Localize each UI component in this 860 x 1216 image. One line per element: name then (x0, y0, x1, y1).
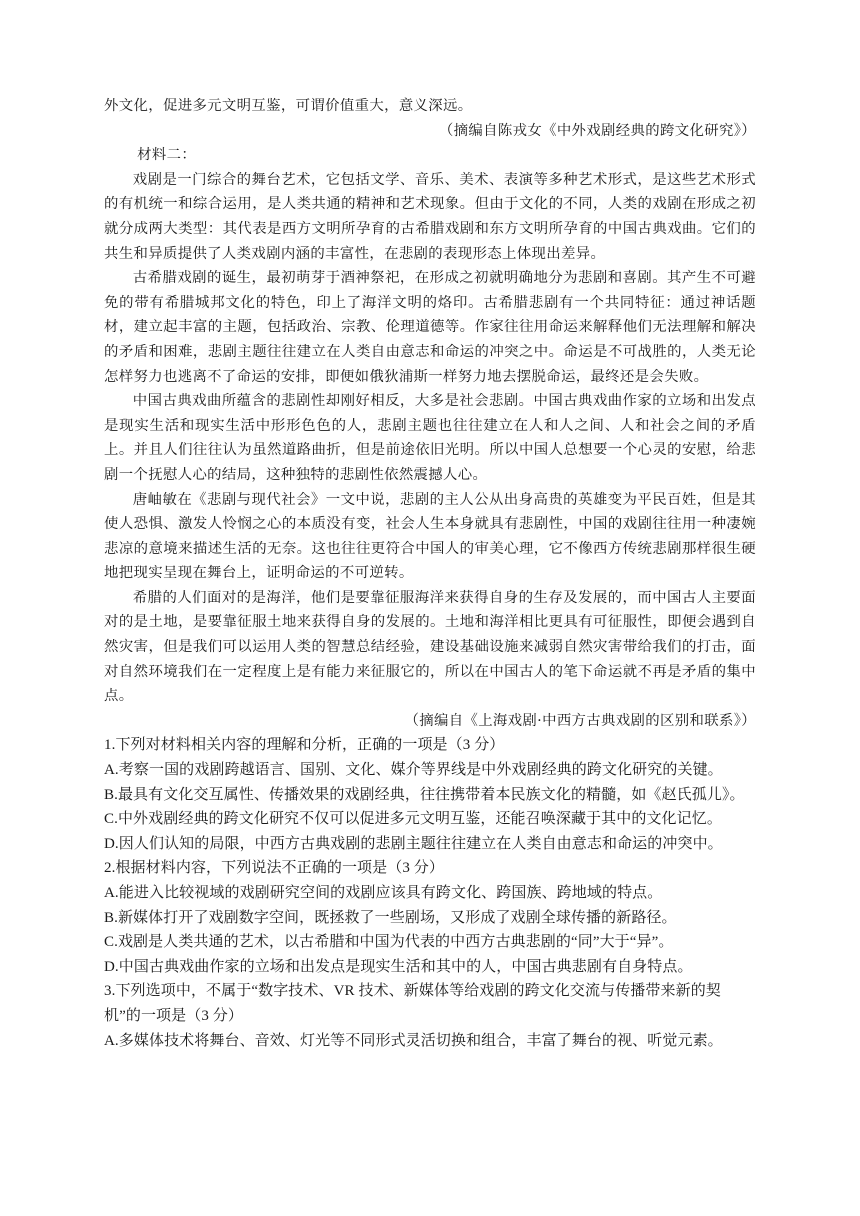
question-3-stem: 3.下列选项中，不属于“数字技术、VR 技术、新媒体等给戏剧的跨文化交流与传播带来新的契机”的一项是（3 分） (104, 983, 721, 1024)
question-3-option-a: A.多媒体技术将舞台、音效、灯光等不同形式灵活切换和组合，丰富了舞台的视、听觉元素。 (104, 1032, 723, 1049)
source-citation-1: （摘编自陈戎女《中外戏剧经典的跨文化研究》） (438, 122, 756, 139)
paragraph-1: 戏剧是一门综合的舞台艺术，它包括文学、音乐、美术、表演等多种艺术形式，是这些艺术形式的有机统一和综合运用，是人类共通的精神和艺术现象。但由于文化的不同，人类的戏剧在形成之初就分成两大类型：其代表是西方文明所孕育的古希腊戏剧和东方文明所孕育的中国古典戏曲。它们的共生和异质提供了人类戏剧内涵的丰富性，在悲剧的表现形态上体现出差异。 (104, 171, 756, 262)
source-citation-2: （摘编自《上海戏剧·中西方古典戏剧的区别和联系》） (404, 712, 756, 729)
paragraph-2: 古希腊戏剧的诞生，最初萌芽于酒神祭祀，在形成之初就明确地分为悲剧和喜剧。其产生不可避免的带有希腊城邦文化的特色，印上了海洋文明的烙印。古希腊悲剧有一个共同特征：通过神话题材，建立起丰富的主题，包括政治、宗教、伦理道德等。作家往往用命运来解释他们无法理解和解决的矛盾和困难，悲剧主题往往建立在人类自由意志和命运的冲突之中。命运是不可战胜的，人类无论怎样努力也逃离不了命运的安排，即便如俄狄浦斯一样努力地去摆脱命运，最终还是会失败。 (104, 270, 756, 385)
paragraph-4: 唐岫敏在《悲剧与现代社会》一文中说，悲剧的主人公从出身高贵的英雄变为平民百姓，但是其使人恐惧、激发人怜悯之心的本质没有变，社会人生本身就具有悲剧性，中国的戏剧往往用一种凄婉悲凉的意境来描述生活的无奈。这也往往更符合中国人的审美心理，它不像西方传统悲剧那样很生硬地把现实呈现在舞台上，证明命运的不可逆转。 (104, 491, 756, 582)
question-1-stem: 1.下列对材料相关内容的理解和分析，正确的一项是（3 分） (104, 737, 505, 754)
question-2-option-b: B.新媒体打开了戏剧数字空间，既拯救了一些剧场，又形成了戏剧全球传播的新路径。 (104, 909, 677, 926)
question-1-option-c: C.中外戏剧经典的跨文化研究不仅可以促进多元文明互鉴，还能召唤深藏于其中的文化记忆。 (104, 811, 722, 828)
question-2-stem: 2.根据材料内容，下列说法不正确的一项是（3 分） (104, 860, 445, 877)
continuation-text: 外文化，促进多元文明互鉴，可谓价值重大，意义深远。 (104, 98, 473, 114)
question-1-option-b: B.最具有文化交互属性、传播效果的戏剧经典，往往携带着本民族文化的精髓，如《赵氏孤儿》。 (104, 786, 745, 803)
question-2-option-c: C.戏剧是人类共通的艺术，以古希腊和中国为代表的中西方古典悲剧的“同”大于“异”。 (104, 934, 674, 951)
material-2-label: 材料二： (137, 147, 197, 164)
paragraph-3: 中国古典戏曲所蕴含的悲剧性却刚好相反，大多是社会悲剧。中国古典戏曲作家的立场和出发点是现实生活和现实生活中形形色色的人，悲剧主题也往往建立在人和人之间、人和社会之间的矛盾上。并且人们往往认为虽然道路曲折，但是前途依旧光明。所以中国人总想要一个心灵的安慰，给悲剧一个抚慰人心的结局，这种独特的悲剧性依然震撼人心。 (104, 393, 756, 483)
question-2-option-d: D.中国古典戏曲作家的立场和出发点是现实生活和其中的人，中国古典悲剧有自身特点。 (104, 958, 693, 975)
question-1-option-a: A.考察一国的戏剧跨越语言、国别、文化、媒介等界线是中外戏剧经典的跨文化研究的关键。 (104, 762, 723, 779)
question-1-option-d: D.因人们认知的局限，中西方古典戏剧的悲剧主题往往建立在人类自由意志和命运的冲突中。 (104, 835, 723, 852)
document-page (104, 94, 756, 1053)
question-2-option-a: A.能进入比较视域的戏剧研究空间的戏剧应该具有跨文化、跨国族、跨地域的特点。 (104, 885, 663, 901)
paragraph-5: 希腊的人们面对的是海洋，他们是要靠征服海洋来获得自身的生存及发展的，而中国古人主要面对的是土地，是要靠征服土地来获得自身的发展的。土地和海洋相比更具有可征服性，即便会遇到自然灾害，但是我们可以运用人类的智慧总结经验，建设基础设施来减弱自然灾害带给我们的打击，面对自然环境我们在一定程度上是有能力来征服它的，所以在中国古人的笔下命运就不再是矛盾的集中点。 (104, 589, 756, 705)
